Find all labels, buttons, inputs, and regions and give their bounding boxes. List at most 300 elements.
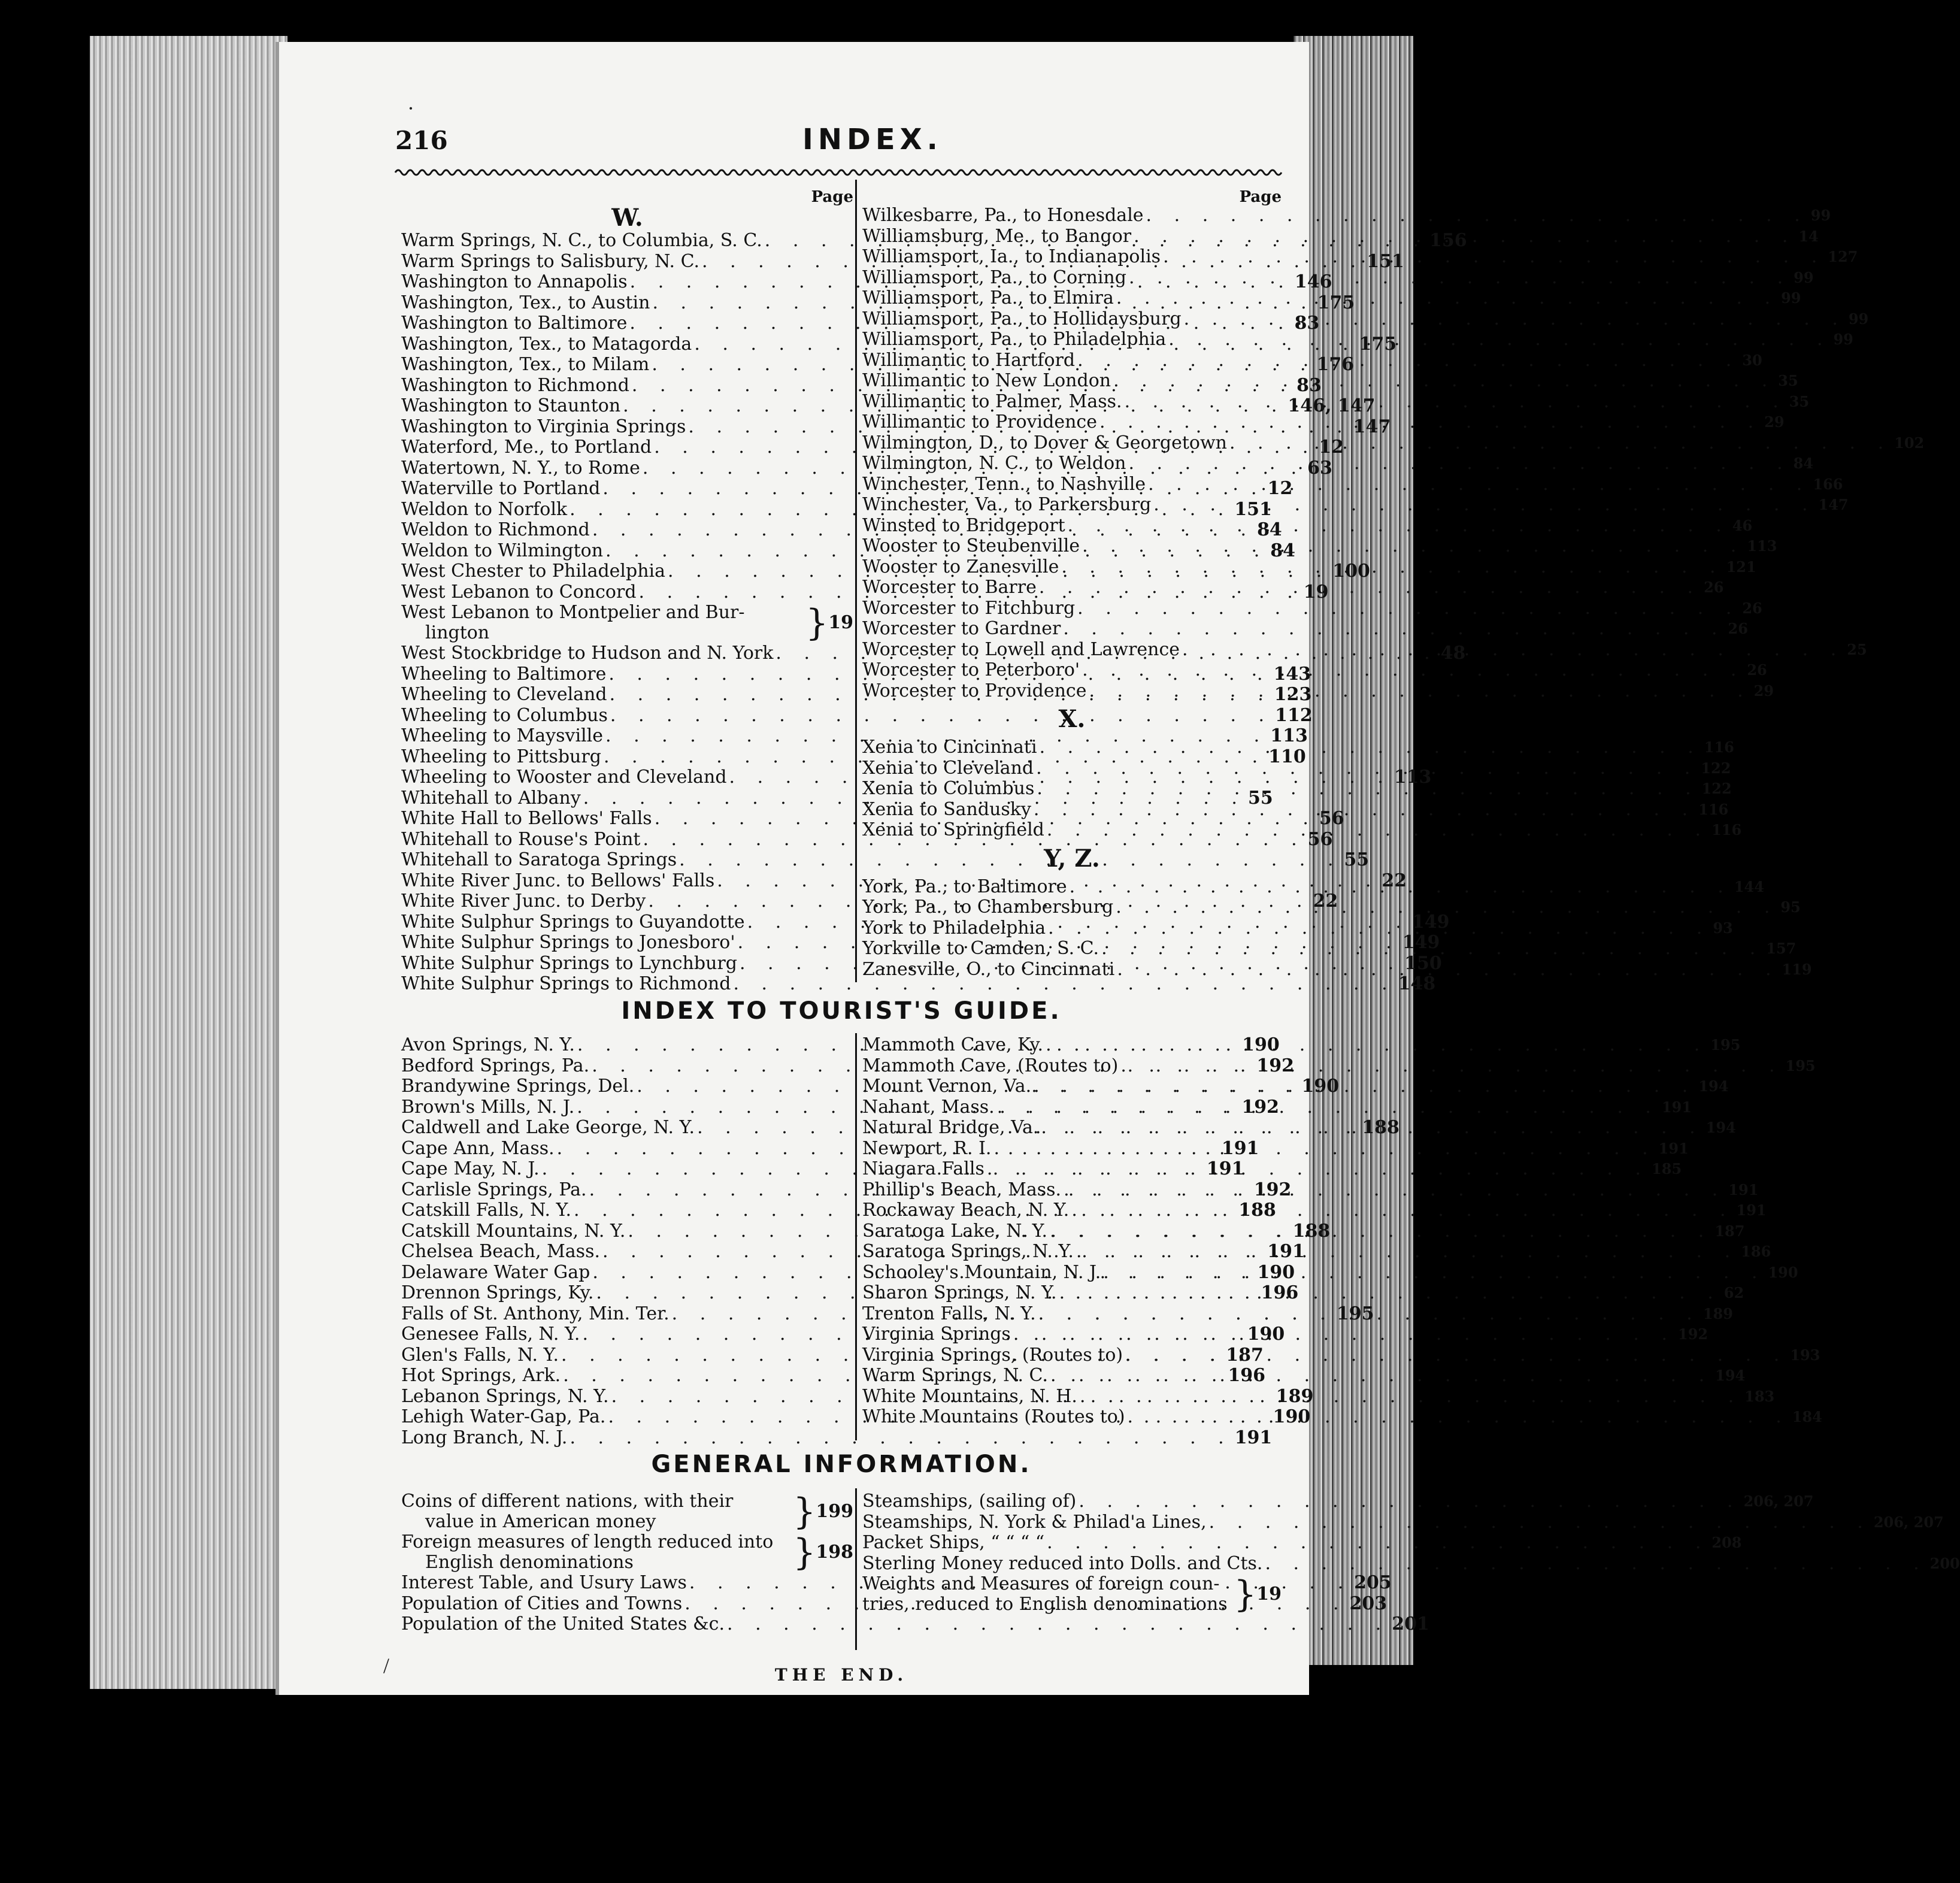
entry-page: 175 <box>1317 292 1355 313</box>
entry-page: 84 <box>1793 455 1814 472</box>
entry-title: Washington to Richmond <box>401 374 629 396</box>
entry-title-cont: lington <box>425 622 490 643</box>
entry-page: 62 <box>1723 1284 1744 1301</box>
entry-page: 208 <box>1711 1534 1742 1551</box>
leader-dots <box>1044 820 1711 841</box>
entry-page: 184 <box>1792 1408 1822 1425</box>
entry-page: 29 <box>1753 682 1774 700</box>
entry-page: 48 <box>1440 643 1466 664</box>
entry-page: 19 <box>1256 1584 1282 1605</box>
entry-title-cont: English denominations <box>425 1552 634 1573</box>
index-entry <box>862 205 1831 226</box>
entry-title: Newport, R. I. <box>862 1137 992 1159</box>
entry-title: Williamsport, Pa., to Philadelphia <box>862 329 1167 350</box>
entry-page: 55 <box>1247 787 1273 809</box>
leader-dots <box>567 1428 1234 1449</box>
entry-page: 175 <box>1359 333 1397 355</box>
entry-title: Warm Springs, N. C. <box>862 1365 1048 1386</box>
leader-dots <box>1061 619 1728 640</box>
entry-page: 201 <box>1392 1613 1429 1634</box>
entry-title: Falls of St. Anthony, Min. Ter. <box>401 1303 670 1324</box>
entry-page: 84 <box>1257 519 1282 540</box>
index-entry <box>401 704 1313 726</box>
entry-page: 99 <box>1833 331 1853 348</box>
entry-title: Williamsport, Ia., to Indianapolis <box>862 246 1161 267</box>
entry-title: Wheeling to Pittsburg <box>401 746 601 767</box>
entry-page: 151 <box>1367 250 1404 272</box>
entry-title: Cape May, N. J. <box>401 1158 540 1179</box>
entry-title: Weldon to Norfolk <box>401 498 568 520</box>
leader-dots <box>1114 959 1782 980</box>
entry-title: Whitehall to Albany <box>401 787 581 809</box>
leader-dots <box>991 1139 1658 1160</box>
entry-title: Lehigh Water-Gap, Pa. <box>401 1406 606 1427</box>
entry-page: 46 <box>1732 516 1753 534</box>
entry-page: 199 <box>816 1501 853 1522</box>
entry-page: 176 <box>1316 354 1355 375</box>
entry-title: Drennon Springs, Ky. <box>401 1282 594 1303</box>
leader-dots <box>1180 640 1847 661</box>
entry-page: 191 <box>1736 1201 1767 1219</box>
entry-title: Williamsport, Pa., to Hollidaysburg <box>862 308 1182 329</box>
entry-page: 55 <box>1344 849 1370 870</box>
entry-title: Foreign measures of length reduced into <box>401 1531 774 1552</box>
entry-page: 189 <box>1276 1385 1314 1407</box>
entry-title: Wilmington, N. C., to Weldon <box>862 453 1126 474</box>
leader-dots <box>1074 1242 1741 1263</box>
entry-page: 116 <box>1704 738 1734 756</box>
leader-dots <box>1067 877 1734 898</box>
letter-heading-w: W. <box>611 204 643 232</box>
entry-title: Whitehall to Rouse's Point <box>401 828 641 850</box>
entry-page: 192 <box>1253 1179 1292 1200</box>
entry-page: 22 <box>1313 891 1338 912</box>
entry-title: Watertown, N. Y., to Rome <box>401 457 640 479</box>
entry-page: 205 <box>1354 1572 1392 1593</box>
entry-page: 188 <box>1362 1117 1399 1138</box>
entry-page: 56 <box>1319 808 1344 829</box>
entry-title: Long Branch, N. J. <box>401 1427 568 1448</box>
entry-page: 26 <box>1742 599 1762 617</box>
entry-title: Xenia to Columbus <box>862 778 1035 799</box>
entry-title: White River Junc. to Bellows' Falls <box>401 870 715 891</box>
leader-dots <box>1126 453 1793 474</box>
entry-title: Weldon to Wilmington <box>401 540 604 561</box>
entry-title: Mount Vernon, Va. <box>862 1076 1032 1097</box>
page-header <box>395 120 1288 162</box>
entry-page: 143 <box>1273 663 1311 685</box>
entry-title: Mammoth Cave, Ky. <box>862 1034 1044 1055</box>
entry-title: White Mountains (Routes to) <box>862 1406 1125 1427</box>
entry-title: Bedford Springs, Pa. <box>401 1055 590 1076</box>
index-entry <box>862 1511 1944 1533</box>
entry-title-cont: value in American money <box>425 1511 656 1532</box>
entry-title: Wooster to Zanesville <box>862 556 1059 577</box>
entry-title: Willimantic to New London <box>862 370 1111 391</box>
index-entry <box>862 1055 1816 1077</box>
entry-page: 188 <box>1292 1220 1331 1242</box>
entry-page: 206, 207 <box>1743 1493 1814 1510</box>
entry-title: Weldon to Richmond <box>401 519 590 540</box>
entry-title: Saratoga Lake, N. Y. <box>862 1220 1048 1242</box>
entry-page: 30 <box>1742 351 1762 369</box>
entry-page: 190 <box>1273 1406 1311 1427</box>
entry-title: Glen's Falls, N. Y. <box>401 1344 559 1366</box>
entry-page: 116 <box>1698 800 1729 818</box>
entry-title: Williamsburg, Me., to Bangor <box>862 225 1132 247</box>
entry-title: Washington, Tex., to Austin <box>401 292 650 313</box>
leader-dots <box>1099 939 1766 959</box>
entry-page: 99 <box>1794 268 1814 286</box>
entry-title: Worcester to Lowell and Lawrence <box>862 638 1180 660</box>
entry-page: 194 <box>1715 1367 1746 1384</box>
entry-page: 187 <box>1714 1222 1745 1240</box>
leader-dots <box>1118 1056 1785 1077</box>
entry-page: 12 <box>1319 437 1344 458</box>
index-entry-braced <box>401 1532 853 1573</box>
entry-page: 146, 147 <box>1288 395 1376 416</box>
entry-page: 194 <box>1705 1119 1736 1136</box>
entry-page: 25 <box>1847 640 1867 658</box>
entry-title: Xenia to Cincinnati <box>862 737 1037 758</box>
entry-title: Wilkesbarre, Pa., to Honesdale <box>862 205 1144 226</box>
index-entry <box>862 1034 1741 1056</box>
entry-page: 191 <box>1661 1098 1692 1116</box>
entry-page: 147 <box>1818 496 1849 513</box>
entry-page: 151 <box>1234 498 1272 520</box>
entry-title: Wheeling to Maysville <box>401 725 604 746</box>
entry-page: 192 <box>1678 1325 1708 1343</box>
leader-dots <box>1125 1407 1792 1428</box>
leader-dots <box>1047 1221 1714 1242</box>
index-entry-braced <box>401 603 853 643</box>
leader-dots <box>725 1614 1392 1635</box>
entry-title: Phillip's Beach, Mass. <box>862 1179 1062 1200</box>
entry-title: West Stockbridge to Hudson and N. York <box>401 643 774 664</box>
entry-page: 19 <box>1303 581 1329 603</box>
entry-title: Yorkville to Camden, S. C. <box>862 938 1099 959</box>
entry-title: Population of the United States &c. <box>401 1613 725 1634</box>
entry-title: Chelsea Beach, Mass. <box>401 1241 601 1262</box>
leader-dots <box>1101 1263 1768 1283</box>
entry-title: Winsted to Bridgeport <box>862 514 1065 536</box>
entry-title: Delaware Water Gap <box>401 1261 590 1283</box>
index-entry <box>862 1261 1798 1283</box>
index-entry <box>862 1158 1682 1180</box>
leader-dots <box>1075 598 1742 619</box>
entry-title: Virginia Springs, (Routes to) <box>862 1344 1123 1366</box>
entry-title: Washington to Staunton <box>401 395 621 416</box>
entry-page: 93 <box>1713 919 1733 937</box>
leader-dots <box>1057 1283 1724 1304</box>
leader-dots <box>1182 309 1849 330</box>
entry-title: Wheeling to Baltimore <box>401 663 607 685</box>
entry-title: Williamsport, Pa., to Elmira <box>862 287 1114 308</box>
general-information-title: GENERAL INFORMATION. <box>651 1451 1032 1478</box>
index-entry-braced <box>862 1574 1282 1615</box>
entry-page: 191 <box>1234 1427 1273 1448</box>
leader-dots <box>1080 536 1747 557</box>
entry-page: 144 <box>1734 877 1764 895</box>
index-entry <box>862 1137 1689 1160</box>
leader-dots <box>1061 1180 1728 1201</box>
entry-title: White Hall to Bellows' Falls <box>401 808 652 829</box>
entry-page: 200 <box>1929 1554 1960 1572</box>
entry-page: 157 <box>1766 940 1797 957</box>
the-end: THE END. <box>774 1665 908 1685</box>
entry-title: Washington to Virginia Springs <box>401 416 686 437</box>
entry-page: 149 <box>1402 932 1440 953</box>
entry-title: Xenia to Cleveland <box>862 757 1034 779</box>
entry-page: 26 <box>1704 579 1724 596</box>
leader-dots <box>995 1097 1662 1118</box>
entry-title: Warm Springs, N. C., to Columbia, S. C. <box>401 230 762 251</box>
entry-page: 127 <box>1828 248 1858 265</box>
entry-page: 102 <box>1894 434 1925 452</box>
entry-page: 14 <box>1798 227 1819 245</box>
leader-dots <box>1031 1076 1698 1097</box>
leader-dots <box>1114 288 1781 309</box>
entry-page: 84 <box>1270 540 1295 561</box>
entry-title: Caldwell and Lake George, N. Y. <box>401 1117 695 1138</box>
entry-page: 166 <box>1813 475 1843 493</box>
entry-page: 148 <box>1398 973 1436 994</box>
entry-page: 35 <box>1789 392 1810 410</box>
index-entry <box>862 1179 1759 1201</box>
entry-page: 191 <box>1221 1137 1259 1159</box>
index-entry <box>401 1613 1429 1635</box>
entry-title: Weights and Measures of foreign coun- <box>862 1573 1220 1594</box>
entry-page: 113 <box>1747 537 1777 555</box>
brace-glyph: } <box>1234 1573 1257 1615</box>
index-entry <box>862 1344 1820 1366</box>
entry-page: 147 <box>1353 416 1391 437</box>
entry-page: 146 <box>1294 271 1332 292</box>
brace-glyph: } <box>793 1531 816 1573</box>
index-entry <box>862 1282 1744 1304</box>
entry-title: Wooster to Steubenville <box>862 535 1080 556</box>
entry-title: Genesee Falls, N. Y. <box>401 1324 580 1345</box>
stray-mark: / <box>383 1654 390 1678</box>
entry-page: 191 <box>1267 1241 1305 1262</box>
entry-page: 196 <box>1261 1282 1299 1303</box>
index-entry <box>401 725 1308 747</box>
leader-dots <box>1080 660 1747 681</box>
entry-title: Worcester to Fitchburg <box>862 597 1076 619</box>
entry-title: Worcester to Peterboro' <box>862 659 1080 680</box>
wavy-rule <box>395 166 1282 178</box>
entry-title: Wheeling to Columbus <box>401 704 608 726</box>
entry-page: 190 <box>1247 1324 1285 1345</box>
entry-page: 35 <box>1778 372 1798 389</box>
leader-dots <box>1043 1035 1710 1056</box>
entry-title: York to Philadelphia <box>862 917 1046 939</box>
entry-title: York, Pa., to Chambersburg <box>862 897 1114 918</box>
entry-title: Worcester to Gardner <box>862 618 1061 639</box>
entry-title: Worcester to Providence <box>862 680 1087 701</box>
leader-dots <box>1207 1512 1874 1533</box>
entry-page: 113 <box>1270 725 1308 746</box>
entry-page: 63 <box>1307 457 1332 479</box>
leader-dots <box>1031 800 1698 821</box>
entry-title: Waterville to Portland <box>401 478 601 499</box>
entry-title: Coins of different nations, with their <box>401 1491 734 1512</box>
entry-title: Wheeling to Wooster and Cleveland <box>401 767 727 788</box>
tourist-guide-title: INDEX TO TOURIST'S GUIDE. <box>621 997 1062 1025</box>
entry-title: Zanesville, O., to Cincinnati <box>862 958 1115 980</box>
leader-dots <box>1065 516 1732 537</box>
entry-title: Willimantic to Hartford <box>862 349 1076 371</box>
entry-title: White Sulphur Springs to Richmond <box>401 973 731 994</box>
brace-glyph: } <box>793 1491 816 1533</box>
leader-dots <box>1038 1118 1705 1139</box>
entry-page: 12 <box>1267 478 1293 499</box>
entry-page: 113 <box>1393 767 1432 788</box>
entry-page: 203 <box>1349 1593 1388 1614</box>
leader-dots <box>1075 350 1742 371</box>
entry-page: 183 <box>1744 1387 1775 1405</box>
index-entry <box>862 1200 1767 1221</box>
leader-dots <box>1111 371 1778 392</box>
entry-title: Saratoga Springs, N. Y. <box>862 1241 1074 1262</box>
entry-title: West Chester to Philadelphia <box>401 561 666 582</box>
leader-dots <box>1097 412 1764 433</box>
entry-page: 149 <box>1411 911 1450 933</box>
entry-page: 198 <box>816 1542 853 1563</box>
entry-page: 99 <box>1781 289 1801 307</box>
leader-dots <box>1146 474 1813 495</box>
entry-title: Population of Cities and Towns <box>401 1593 683 1614</box>
entry-page: 195 <box>1710 1036 1741 1053</box>
entry-title: Xenia to Sandusky <box>862 798 1031 820</box>
entry-title: Steamships, N. York & Philad'a Lines, <box>862 1511 1207 1533</box>
entry-page: 56 <box>1307 828 1333 850</box>
entry-page: 99 <box>1810 207 1831 224</box>
entry-page: 190 <box>1768 1263 1798 1281</box>
entry-title: Packet Ships, “ “ “ “ <box>862 1532 1045 1553</box>
index-entry <box>862 514 1753 537</box>
leader-dots <box>1036 1304 1703 1325</box>
leader-dots <box>1046 918 1713 939</box>
leader-dots <box>1037 737 1704 758</box>
leader-dots <box>1126 268 1794 289</box>
entry-title: Steamships, (sailing of) <box>862 1491 1077 1512</box>
index-entry <box>862 1096 1692 1118</box>
entry-page: 195 <box>1336 1303 1374 1324</box>
entry-title: Virginia Springs <box>862 1324 1011 1345</box>
entry-title: Catskill Falls, N. Y. <box>401 1200 571 1221</box>
entry-page: 190 <box>1301 1076 1340 1097</box>
entry-title: York, Pa., to Baltimore <box>862 876 1067 897</box>
page-column-label: Page <box>811 188 853 206</box>
entry-page: 95 <box>1780 898 1801 916</box>
leader-dots <box>1077 1386 1744 1407</box>
entry-title: Avon Springs, N. Y. <box>401 1034 575 1055</box>
entry-page: 119 <box>1782 960 1812 978</box>
index-entry-braced <box>401 1491 853 1532</box>
entry-page: 122 <box>1701 780 1732 797</box>
brace-glyph: } <box>805 602 829 644</box>
entry-title: Wheeling to Cleveland <box>401 684 607 705</box>
entry-page: 156 <box>1429 230 1467 251</box>
book-page-edges <box>90 36 287 1689</box>
entry-page: 150 <box>1404 952 1442 974</box>
entry-title: Niagara Falls <box>862 1158 984 1179</box>
entry-page: 188 <box>1238 1200 1276 1221</box>
leader-dots <box>1113 897 1780 918</box>
entry-title: Interest Table, and Usury Laws <box>401 1572 687 1593</box>
entry-title: White Sulphur Springs to Jonesboro' <box>401 932 735 953</box>
entry-title: Nahant, Mass. <box>862 1096 995 1118</box>
letter-heading-x: X. <box>1058 705 1086 733</box>
leader-dots <box>1123 1345 1790 1366</box>
entry-page: 100 <box>1332 561 1370 582</box>
entry-page: 22 <box>1382 870 1407 891</box>
index-entry <box>862 1552 1960 1575</box>
leader-dots <box>1076 1491 1743 1512</box>
entry-title: Washington, Tex., to Milam <box>401 354 650 375</box>
entry-title: Washington to Annapolis <box>401 271 628 292</box>
index-entry <box>862 494 1849 516</box>
index-entry <box>862 1365 1746 1386</box>
entry-title: Brown's Mills, N. J. <box>401 1096 575 1118</box>
entry-page: 194 <box>1698 1077 1729 1095</box>
entry-title: Schooley's Mountain, N. J. <box>862 1261 1101 1283</box>
entry-page: 123 <box>1274 684 1312 705</box>
running-head: INDEX. <box>802 123 943 156</box>
leader-dots <box>1034 758 1701 779</box>
entry-page: 121 <box>1726 558 1756 576</box>
leader-dots <box>1151 495 1818 516</box>
entry-title: Washington to Baltimore <box>401 313 628 334</box>
entry-title: Williamsport, Pa., to Corning <box>862 267 1126 288</box>
entry-page: 196 <box>1228 1365 1266 1386</box>
entry-title: West Lebanon to Concord <box>401 581 637 603</box>
leader-dots <box>1044 1533 1711 1554</box>
entry-page: 122 <box>1701 759 1731 777</box>
index-entry <box>862 1324 1708 1345</box>
entry-page: 192 <box>1241 1096 1280 1118</box>
entry-page: 83 <box>1294 313 1320 334</box>
leader-dots <box>1227 433 1894 454</box>
index-entry <box>401 1427 1273 1449</box>
leader-dots <box>1144 205 1811 226</box>
entry-title: Winchester, Tenn., to Nashville <box>862 473 1146 495</box>
entry-page: 190 <box>1257 1261 1295 1283</box>
entry-title: Catskill Mountains, N. Y. <box>401 1220 626 1242</box>
entry-title: Sterling Money reduced into Dolls. and Cts. <box>862 1552 1263 1574</box>
entry-page: 83 <box>1296 374 1322 396</box>
leader-dots <box>1086 681 1753 702</box>
entry-page: 206, 207 <box>1873 1513 1944 1531</box>
entry-page: 186 <box>1741 1243 1771 1260</box>
entry-title: Whitehall to Saratoga Springs <box>401 849 677 870</box>
letter-heading-yz: Y, Z. <box>1044 844 1100 873</box>
index-entry <box>401 973 1436 995</box>
entry-title: Willimantic to Palmer, Mass. <box>862 390 1122 412</box>
entry-title: Sharon Springs, N. Y. <box>862 1282 1057 1303</box>
leader-dots <box>1034 779 1701 800</box>
entry-title: Xenia to Springfield <box>862 819 1044 840</box>
entry-page: 185 <box>1652 1160 1682 1177</box>
entry-title: Brandywine Springs, Del. <box>401 1076 635 1097</box>
entry-page: 191 <box>1206 1158 1244 1179</box>
entry-page: 19 <box>828 612 853 633</box>
leader-dots <box>1059 557 1726 578</box>
page-column-label: Page <box>1239 188 1282 206</box>
entry-title: Trenton Falls, N. Y. <box>862 1303 1036 1324</box>
leader-dots <box>1011 1324 1678 1345</box>
